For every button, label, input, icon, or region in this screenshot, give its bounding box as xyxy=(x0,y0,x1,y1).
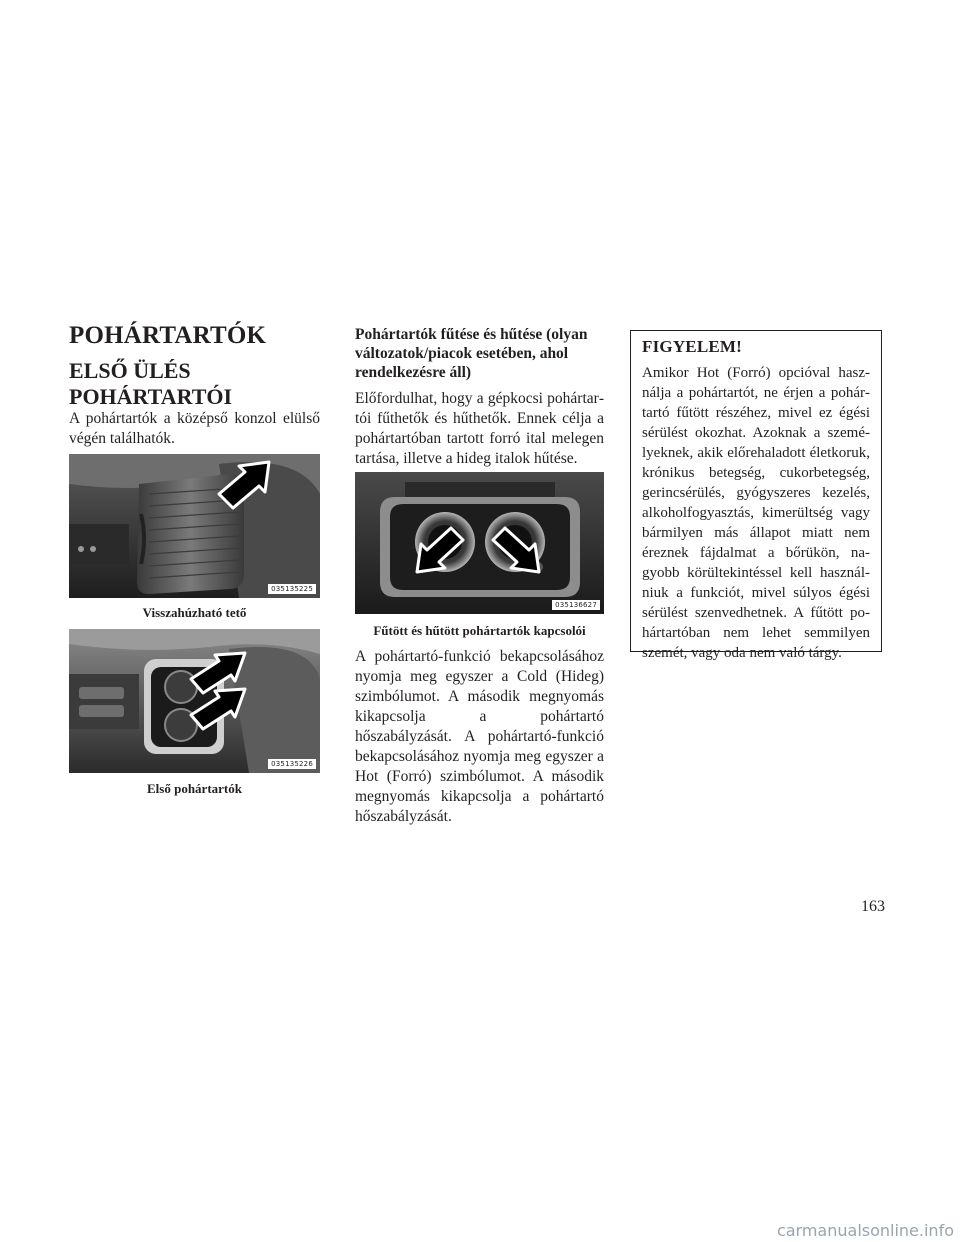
figure-code: 035135225 xyxy=(268,584,316,594)
intro-paragraph: A pohártartók a középső konzol elülső végén találhatók. xyxy=(69,410,320,447)
front-cupholders-photo xyxy=(69,629,320,773)
figure-caption: Visszahúzható tető xyxy=(142,605,247,620)
warning-box xyxy=(630,330,882,661)
retractable-cover-photo xyxy=(69,454,320,598)
figure-caption: Első pohártartók xyxy=(147,781,242,796)
warning-text: Amikor Hot (Forró) opcióval használja a pohártartót, ne érjen a pohártartó fűtött részéhez, mivel ez égési sérülést okozhat. Azoknak a személyeknek, akik előrehaladott életkoruk, krónikus betegség, cukorbetegség, gerincsérülés, gyógyszeres kezelés, alkoholfogyasztás, kimerültség vagy bármilyen más állapot miatt nem éreznek fájdalmat a bőrükön, nagyobb körültekintéssel kell használniuk a funkciót, mivel súlyos égési sérülést szenvedhetnek. A fűtött pohártartóban nem lehet semmilyen szemét, vagy oda nem való tárgy. xyxy=(642,365,870,661)
figure-code: 035135226 xyxy=(268,759,316,769)
heated-intro-paragraph: Előfordulhat, hogy a gépkocsi pohártartói fűthetők és hűthetők. Ennek célja a pohártartóban tartott forró ital melegen tartása, illetve a hideg italok hűtése. xyxy=(355,390,604,467)
section-title: POHÁRTARTÓK xyxy=(69,322,267,349)
cupholder-switches-photo xyxy=(355,472,604,614)
subsection-title: ELSŐ ÜLÉS POHÁRTARTÓI xyxy=(69,358,233,409)
heated-operation-paragraph: A pohártartó-funkció bekapcsolásához nyomja meg egyszer a Cold (Hideg) szimbólumot. A második megnyomás kikapcsolja a pohártartó hőszabályzását. A pohártartó-funkció bekapcsolásához nyomja meg egyszer a Hot (Forró) szimbólumot. A második megnyomás kikapcsolja a pohártartó hőszabályzását. xyxy=(355,648,604,825)
page-number: 163 xyxy=(861,898,885,915)
watermark: carmanualsonline.info xyxy=(776,1221,954,1240)
figure-code: 035136627 xyxy=(552,600,600,610)
heated-cupholder-heading: Pohártartók fűtése és hűtése (olyan változatok/piacok esetében, ahol rendelkezésre áll) xyxy=(355,326,588,381)
figure-caption: Fűtött és hűtött pohártartók kapcsolói xyxy=(373,623,586,638)
warning-title: FIGYELEM! xyxy=(642,337,743,356)
